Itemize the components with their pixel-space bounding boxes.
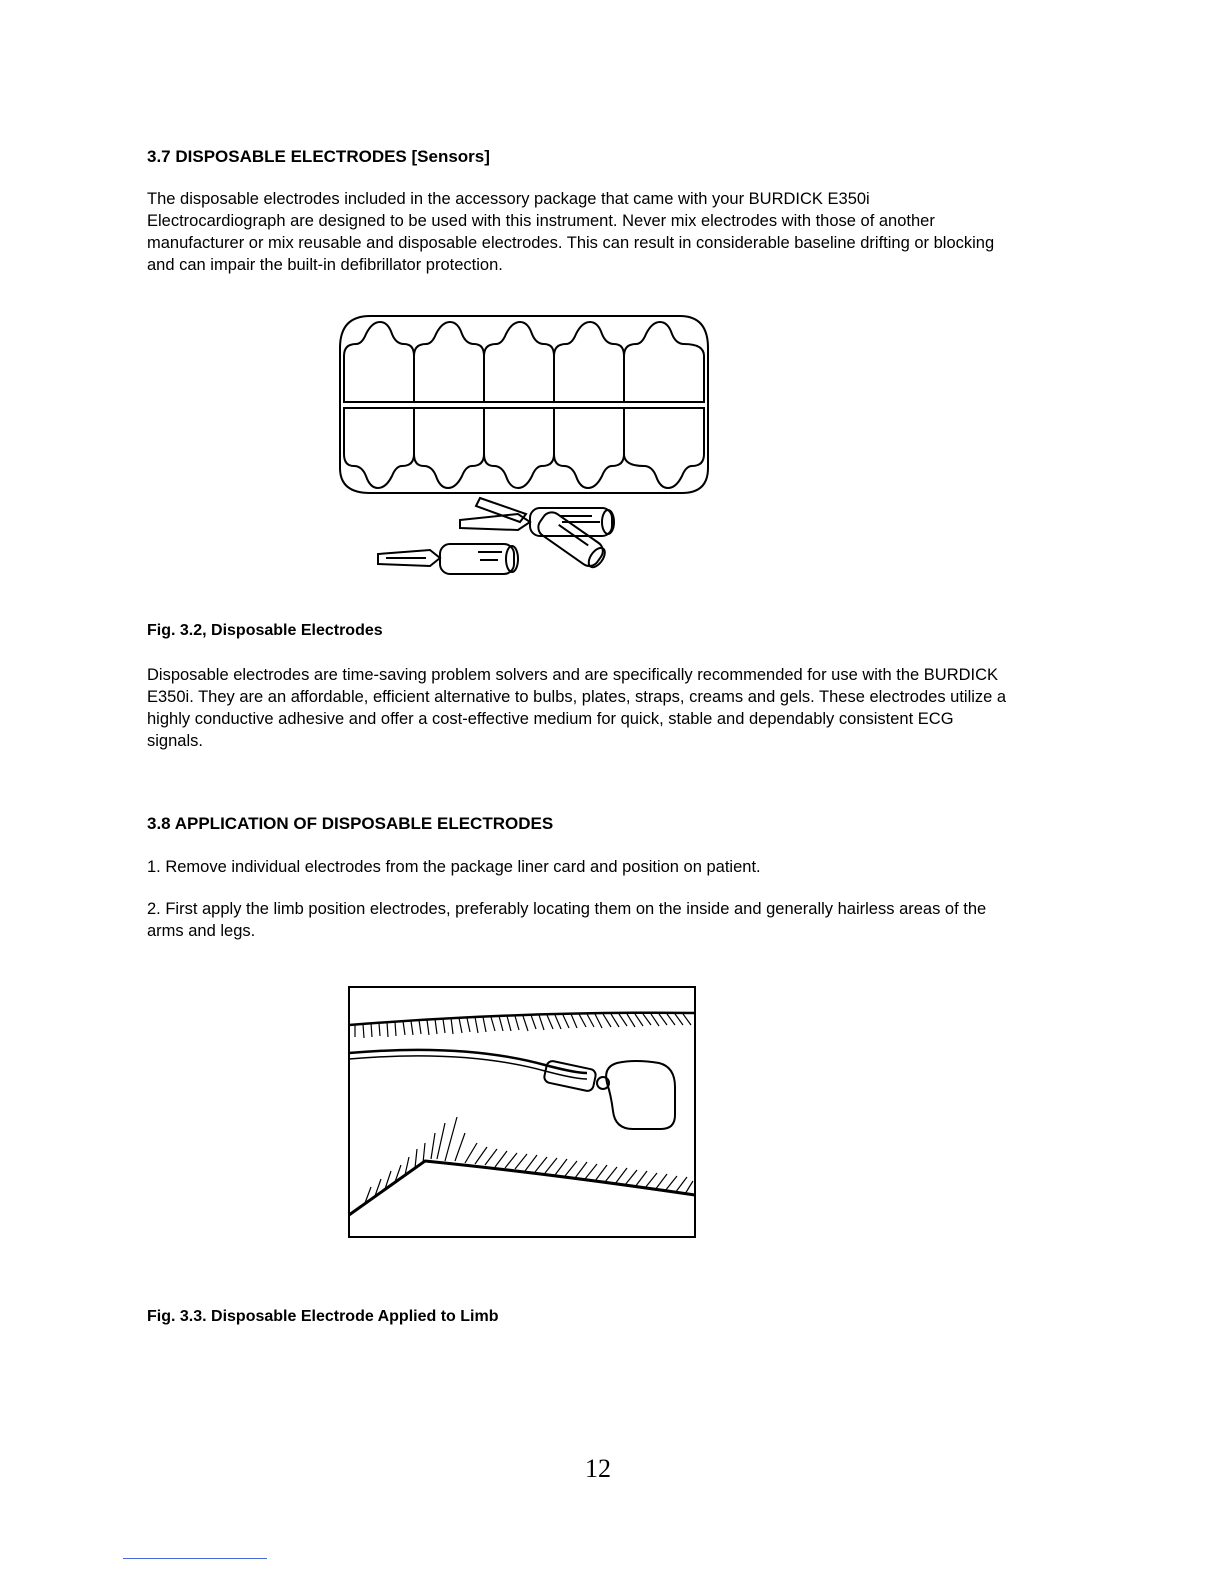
figure-frame — [349, 987, 695, 1237]
figure-3-2-caption: Fig. 3.2, Disposable Electrodes — [147, 622, 383, 639]
liner-card-outline — [340, 316, 708, 493]
lead-clip-angled — [534, 508, 609, 571]
electrode-row-top — [344, 322, 704, 402]
step-2-text: 2. First apply the limb position electrodes, preferably locating them on the inside and generally hairless areas of the arms and legs. — [147, 900, 987, 940]
disposable-electrodes-illustration — [330, 308, 720, 590]
section-3-7-paragraph: The disposable electrodes included in the accessory package that came with your BURDICK E350i Electrocardiograph are designed to be used with this instrument. Never mix electrodes with those of another manufacturer or mix reusable and disposable electrodes. This can result in considerable baseline drifting or blocking and can impair the built-in defibrillator protection. — [147, 190, 995, 274]
electrode-row-bottom — [344, 408, 704, 488]
step-1-text: 1. Remove individual electrodes from the package liner card and position on patient. — [147, 858, 761, 876]
figure-3-3-caption: Fig. 3.3. Disposable Electrode Applied to Limb — [147, 1308, 499, 1325]
electrode-on-limb-illustration — [345, 983, 701, 1241]
lead-clip-lower — [378, 544, 518, 574]
section-3-8-heading: 3.8 APPLICATION OF DISPOSABLE ELECTRODES — [147, 814, 554, 833]
lead-clip-upper — [460, 498, 614, 536]
footer-rule — [123, 1558, 267, 1559]
lead-connector — [543, 1060, 596, 1092]
benefits-paragraph: Disposable electrodes are time-saving problem solvers and are specifically recommended for use with the BURDICK E350i. They are an affordable, efficient alternative to bulbs, plates, straps, creams and gels. These electrodes utilize a highly conductive adhesive and offer a cost-effective medium for quick, stable and dependably consistent ECG signals. — [147, 666, 1007, 750]
electrode-patch — [606, 1061, 675, 1129]
lower-limb-edge — [349, 1161, 695, 1215]
page-number: 12 — [585, 1454, 611, 1483]
section-3-7-heading: 3.7 DISPOSABLE ELECTRODES [Sensors] — [147, 147, 490, 166]
upper-hair — [355, 1014, 691, 1038]
